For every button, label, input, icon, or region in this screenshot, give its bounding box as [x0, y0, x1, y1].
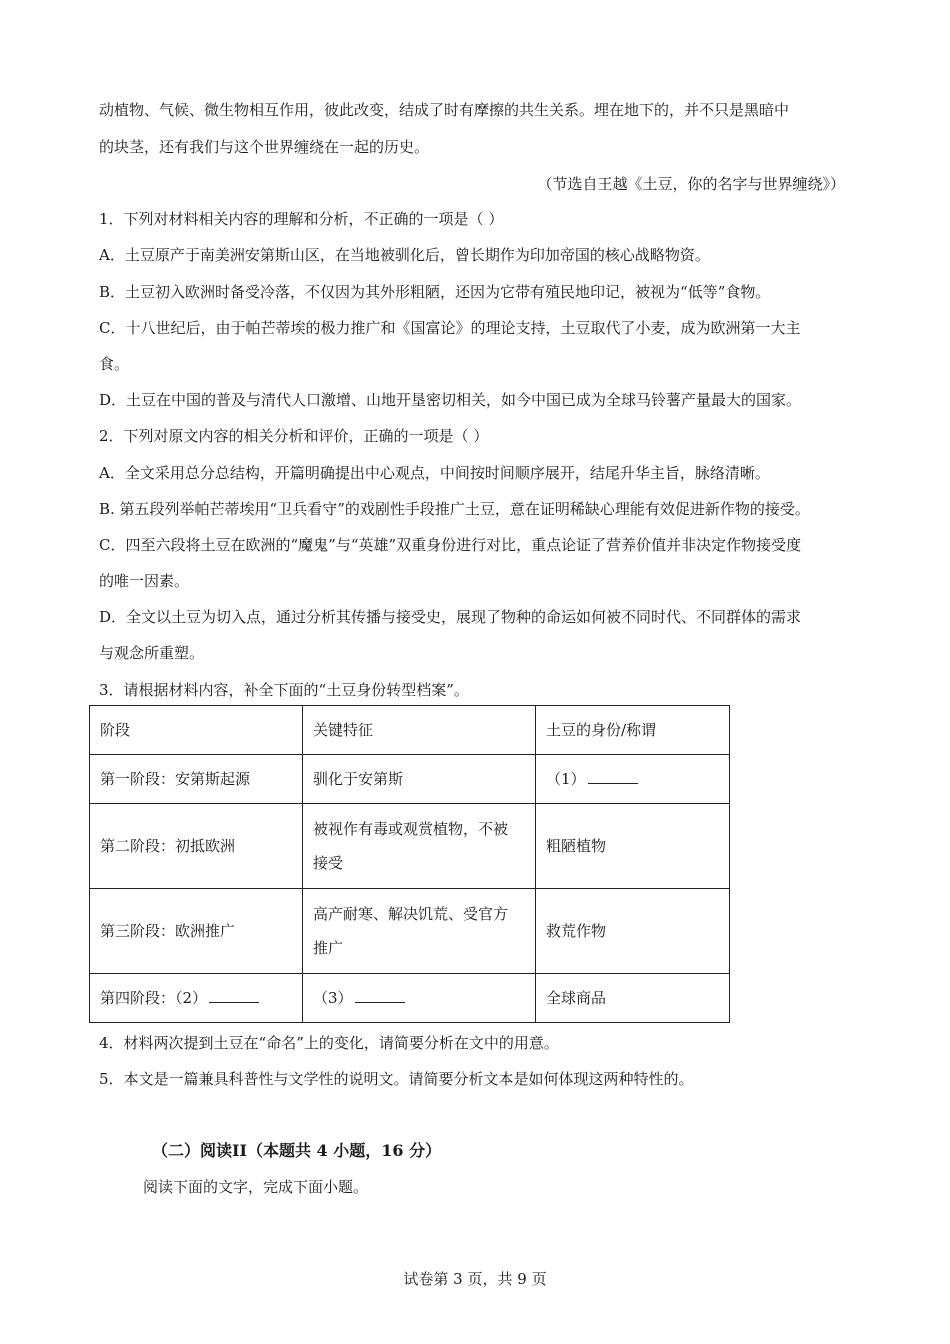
q2-option-b: B. 第五段列举帕芒蒂埃用“卫兵看守”的戏剧性手段推广土豆，意在证明稀缺心理能有效促进新作物的接受。: [99, 500, 810, 518]
row2-identity: 粗陋植物: [536, 804, 730, 889]
passage-source: （节选自王越《土豆，你的名字与世界缠绕》）: [537, 175, 845, 193]
answer-blank-1[interactable]: [588, 767, 638, 784]
page-footer: 试卷第 3 页，共 9 页: [403, 1270, 547, 1288]
table-row: [90, 804, 730, 889]
q2-option-a: A．全文采用总分总结构，开篇明确提出中心观点，中间按时间顺序展开，结尾升华主旨，脉络清晰。: [99, 464, 770, 482]
table-header-row: [90, 706, 730, 755]
table-row: [90, 755, 730, 804]
passage-line-2: 的块茎，还有我们与这个世界缠绕在一起的历史。: [99, 138, 430, 156]
row4-stage: 第四阶段：（2）: [100, 989, 208, 1007]
q1-option-c-line2: 食。: [99, 355, 130, 373]
header-feature: 关键特征: [303, 706, 536, 755]
row3-identity: 救荒作物: [536, 889, 730, 974]
q2-option-c-line1: C．四至六段将土豆在欧洲的“魔鬼”与“英雄”双重身份进行对比，重点论证了营养价值并非决定作物接受度: [99, 536, 802, 554]
q1-stem: 1．下列对材料相关内容的理解和分析，不正确的一项是（ ）: [99, 210, 504, 228]
q2-option-d-line2: 与观念所重塑。: [99, 644, 205, 662]
answer-blank-3[interactable]: [355, 986, 405, 1003]
q1-option-b: B．土豆初入欧洲时备受冷落，不仅因为其外形粗陋，还因为它带有殖民地印记，被视为“低等”食物。: [99, 283, 771, 301]
q3-stem: 3．请根据材料内容，补全下面的“土豆身份转型档案”。: [99, 681, 469, 699]
table-row: [90, 974, 730, 1023]
row4-stage-cell: [90, 974, 303, 1023]
row1-stage: 第一阶段：安第斯起源: [90, 755, 303, 804]
section-intro: 阅读下面的文字，完成下面小题。: [143, 1178, 369, 1196]
row2-feature-line2: 接受: [313, 854, 344, 872]
q5-stem: 5．本文是一篇兼具科普性与文学性的说明文。请简要分析文本是如何体现这两种特性的。: [99, 1070, 694, 1088]
table-row: [90, 889, 730, 974]
q1-option-d: D．土豆在中国的普及与清代人口激增、山地开垦密切相关，如今中国已成为全球马铃薯产量最大的国家。: [99, 391, 802, 409]
row4-feature: （3）: [313, 989, 353, 1007]
section-title: （二）阅读II（本题共 4 小题，16 分）: [152, 1141, 442, 1160]
header-identity: 土豆的身份/称谓: [536, 706, 730, 755]
q4-stem: 4．材料两次提到土豆在“命名”上的变化，请简要分析在文中的用意。: [99, 1034, 559, 1052]
q1-option-a: A．土豆原产于南美洲安第斯山区，在当地被驯化后，曾长期作为印加帝国的核心战略物资。: [99, 246, 710, 264]
q2-option-d-line1: D．全文以土豆为切入点，通过分析其传播与接受史，展现了物种的命运如何被不同时代、不同群体的需求: [99, 608, 802, 626]
row1-feature: 驯化于安第斯: [303, 755, 536, 804]
identity-archive-table: [89, 705, 730, 1023]
passage-line-1: 动植物、气候、微生物相互作用，彼此改变，结成了时有摩擦的共生关系。埋在地下的，并不只是黑暗中: [99, 101, 790, 119]
row3-feature-cell: [303, 889, 536, 974]
answer-blank-2[interactable]: [209, 986, 259, 1003]
row1-identity-cell: [536, 755, 730, 804]
row2-feature-cell: [303, 804, 536, 889]
row4-identity: 全球商品: [536, 974, 730, 1023]
q2-stem: 2．下列对原文内容的相关分析和评价，正确的一项是（ ）: [99, 427, 489, 445]
row2-feature-line1: 被视作有毒或观赏植物，不被: [313, 820, 509, 838]
q1-option-c-line1: C．十八世纪后，由于帕芒蒂埃的极力推广和《国富论》的理论支持，土豆取代了小麦，成为欧洲第一大主: [99, 319, 801, 337]
header-stage: 阶段: [90, 706, 303, 755]
q2-option-c-line2: 的唯一因素。: [99, 572, 190, 590]
row1-identity: （1）: [546, 770, 586, 788]
row3-feature-line2: 推广: [313, 939, 344, 957]
row4-feature-cell: [303, 974, 536, 1023]
row3-feature-line1: 高产耐寒、解决饥荒、受官方: [313, 905, 509, 923]
row3-stage: 第三阶段：欧洲推广: [90, 889, 303, 974]
row2-stage: 第二阶段：初抵欧洲: [90, 804, 303, 889]
